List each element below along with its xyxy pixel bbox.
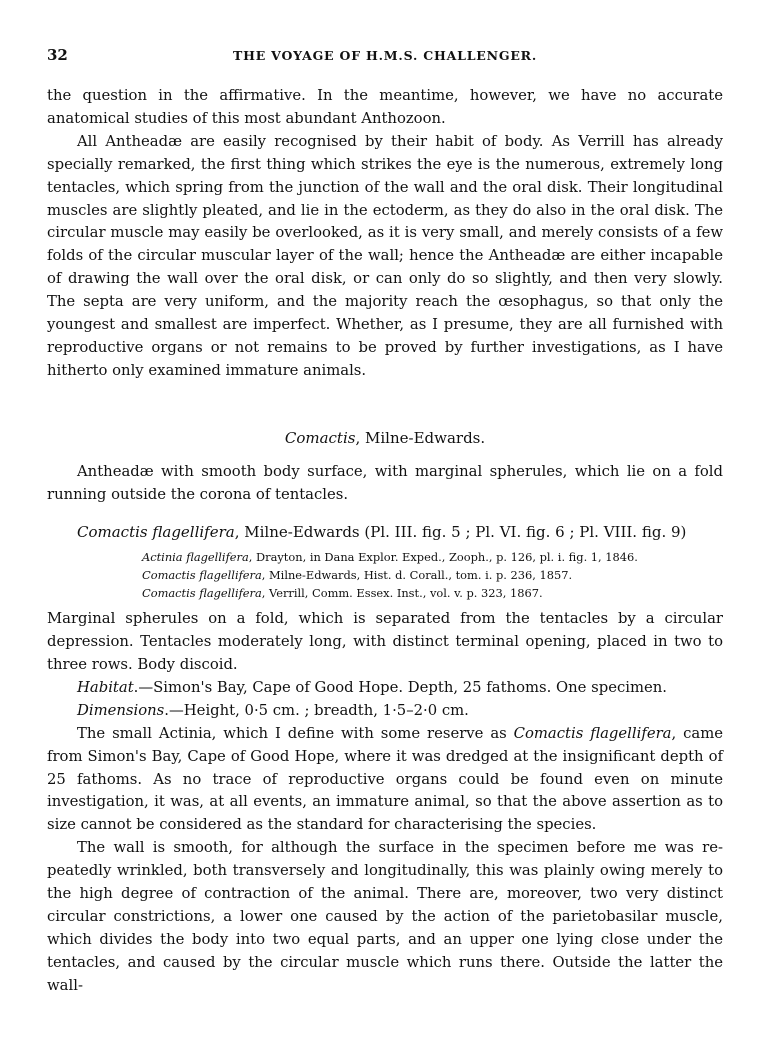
genus-diagnosis: Antheadæ with smooth body surface, with marginal spherules, which lie on a fold running outside the corona of tentacles. xyxy=(47,462,723,503)
dimensions-text: .—Height, 0·5 cm. ; breadth, 1·5–2·0 cm. xyxy=(164,701,469,719)
synonym-entry xyxy=(142,548,723,566)
synonym-entry xyxy=(142,566,723,584)
genus-author: , Milne-Edwards. xyxy=(355,428,486,447)
page-header xyxy=(47,46,723,68)
species-heading xyxy=(47,521,723,543)
synonym-name: Comactis flagellifera xyxy=(142,586,262,600)
synonymy-list xyxy=(47,548,723,603)
paragraph-antheadae: All Antheadæ are easily recognised by their habit of body. As Verrill has already specially remarked, the first thing which strikes the eye is the numerous, extremely long tentacles, which spring from the junction of the wall and the oral disk. Their longitudinal muscles are slightly pleated, and lie in the ectoderm, as they do also in the oral disk. The circular muscle may easily be overlooked, as it is very small, and merely consists of a few folds of the circular muscular layer of the wall; hence the Antheadæ are either incapable of drawing the wall over the oral disk, or can only do so slightly, and then very slowly. The septa are very uniform, and the majority reach the œsophagus, so that only the youngest and smallest are imperfect. Whether, as I presume, they are all furnished with reproductive organs or not remains to be proved by further investigations, as I have hitherto only examined immature animals. xyxy=(47,132,723,379)
synonym-name: Actinia flagellifera xyxy=(142,549,249,564)
species-author: , Milne-Edwards (Pl. III. fig. 5 ; Pl. VI. fig. 6 ; Pl. VIII. fig. 9) xyxy=(234,522,687,541)
discussion-text: , came from Simon's Bay, Cape of Good Hope, where it was dredged at the insignificant depth of 25 fathoms. As no trace of reproductive organs could be found even on minute investigation, it was, at all events, an immature animal, so that the above assertion as to size cannot be considered as the standard for characterising the species. xyxy=(47,724,723,834)
synonym-entry xyxy=(142,584,723,602)
dimensions-line xyxy=(47,700,723,723)
discussion-text: The small Actinia, which I define with some reserve as xyxy=(77,724,514,742)
habitat-label: Habitat xyxy=(77,678,134,696)
species-name: Comactis flagellifera xyxy=(77,522,235,541)
discussion-species-name: Comactis flagellifera xyxy=(513,724,672,742)
dimensions-label: Dimensions xyxy=(77,701,165,719)
genus-name: Comactis xyxy=(284,428,356,447)
genus-heading xyxy=(47,427,723,449)
habitat-line xyxy=(47,677,723,700)
page-number: 32 xyxy=(47,46,68,64)
habitat-text: .—Simon's Bay, Cape of Good Hope. Depth, 25 fathoms. One specimen. xyxy=(133,678,667,696)
running-title: THE VOYAGE OF H.M.S. CHALLENGER. xyxy=(232,48,538,63)
discussion-paragraph-1 xyxy=(47,723,723,838)
synonym-citation: , Milne-Edwards, Hist. d. Corall., tom. i. p. 236, 1857. xyxy=(261,567,573,582)
paragraph-continuation: the question in the affirmative. In the meantime, however, we have no accurate anatomical studies of this most abundant Anthozoon. xyxy=(47,87,723,127)
species-description: Marginal spherules on a fold, which is separated from the tentacles by a circular depression. Tentacles moderately long, with distinct terminal opening, placed in two to three rows. Body discoid. xyxy=(47,610,723,674)
synonym-citation: , Verrill, Comm. Essex. Inst., vol. v. p. 323, 1867. xyxy=(261,586,543,600)
synonym-name: Comactis flagellifera xyxy=(142,567,262,582)
discussion-paragraph-2: The wall is smooth, for although the surface in the specimen before me was repeatedly wrinkled, both transversely and longitudinally, this was plainly owing merely to the high degree of contraction of the animal. There are, moreover, two very distinct circular constrictions, a lower one caused by the action of the parietobasilar muscle, which divides the body into two equal parts, and an upper one lying close under the tentacles, and caused by the circular muscle which runs there. Outside the latter the wall- xyxy=(47,839,723,994)
synonym-citation: , Drayton, in Dana Explor. Exped., Zooph., p. 126, pl. i. fig. 1, 1846. xyxy=(248,549,638,564)
page-body xyxy=(47,85,723,998)
